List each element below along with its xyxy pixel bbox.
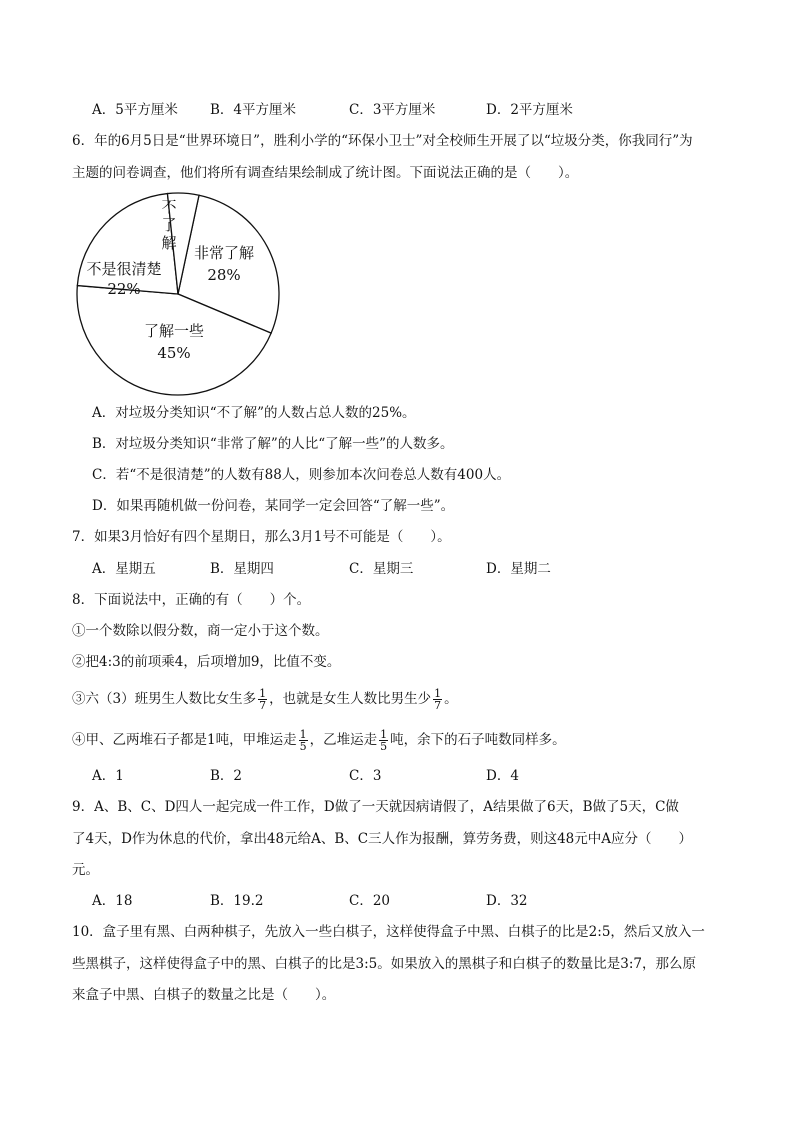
q6-option-a: A．对垃圾分类知识“不了解”的人数占总人数的25%。 bbox=[92, 405, 416, 421]
q6-stem-line2: 主题的问卷调查，他们将所有调查结果绘制成了统计图。下面说法正确的是（ ）。 bbox=[72, 165, 579, 181]
q7-stem: 7．如果3月恰好有四个星期日，那么3月1号不可能是（ ）。 bbox=[72, 529, 451, 545]
q5-option-a: A．5平方厘米 bbox=[92, 102, 178, 118]
q8-statement-1: ①一个数除以假分数，商一定小于这个数。 bbox=[72, 623, 329, 639]
q8-s3-part2: ，也就是女生人数比男生少 bbox=[269, 691, 432, 707]
q8-s4-part3: 吨，余下的石子吨数同样多。 bbox=[390, 732, 566, 748]
pie-label-know-some: 了解一些 bbox=[143, 322, 205, 340]
pie-value-know-some: 45% bbox=[157, 344, 191, 362]
q10-stem-line3: 来盒子中黑、白棋子的数量之比是（ ）。 bbox=[72, 987, 336, 1003]
q9-option-a: A．18 bbox=[92, 893, 133, 909]
q8-stem: 8．下面说法中，正确的有（ ）个。 bbox=[72, 592, 311, 608]
q10-stem-line1: 10．盒子里有黑、白两种棋子，先放入一些白棋子，这样使得盒子中黑、白棋子的比是2:5，然后又放入一 bbox=[72, 924, 705, 940]
q8-option-a: A．1 bbox=[92, 768, 124, 784]
q8-s4-part1: ④甲、乙两堆石子都是1吨，甲堆运走 bbox=[72, 732, 297, 748]
q9-stem-line2: 了4天，D作为休息的代价，拿出48元给A、B、C三人作为报酬，算劳务费，则这48元中A应分（ ） bbox=[72, 831, 693, 847]
q9-stem-line3: 元。 bbox=[72, 862, 99, 878]
q5-option-c: C．3平方厘米 bbox=[349, 102, 436, 118]
q8-option-c: C．3 bbox=[349, 768, 382, 784]
pie-chart bbox=[74, 190, 284, 400]
q7-option-c: C．星期三 bbox=[349, 561, 414, 577]
fraction-one-seventh: $\frac{1}{7}$ bbox=[434, 687, 442, 712]
fraction-one-seventh: $\frac{1}{7}$ bbox=[259, 687, 267, 712]
q8-statement-3 bbox=[72, 684, 458, 714]
pie-label-not-know-3: 解 bbox=[161, 234, 177, 252]
q9-option-b: B．19.2 bbox=[210, 893, 264, 909]
q8-option-d: D．4 bbox=[486, 768, 519, 784]
pie-label-not-clear: 不是很清楚 bbox=[86, 260, 162, 278]
q6-option-d: D．如果再随机做一份问卷，某同学一定会回答“了解一些”。 bbox=[92, 498, 455, 514]
fraction-one-fifth: $\frac{1}{5}$ bbox=[380, 728, 388, 753]
q6-option-c: C．若“不是很清楚”的人数有88人，则参加本次问卷总人数有400人。 bbox=[92, 467, 511, 483]
q8-statement-2: ②把4:3的前项乘4，后项增加9，比值不变。 bbox=[72, 654, 341, 670]
q8-statement-4 bbox=[72, 725, 566, 755]
pie-value-not-clear: 22% bbox=[107, 280, 141, 298]
fraction-one-fifth: $\frac{1}{5}$ bbox=[299, 728, 307, 753]
pie-label-not-know-2: 了 bbox=[161, 216, 177, 234]
q5-option-d: D．2平方厘米 bbox=[486, 102, 573, 118]
q6-option-b: B．对垃圾分类知识“非常了解”的人比“了解一些”的人数多。 bbox=[92, 436, 454, 452]
q7-option-b: B．星期四 bbox=[210, 561, 274, 577]
q8-s3-part3: 。 bbox=[444, 691, 458, 707]
q6-stem-line1: 6．年的6月5日是“世界环境日”，胜利小学的“环保小卫士”对全校师生开展了以“垃圾分类，你我同行”为 bbox=[72, 133, 693, 149]
pie-label-not-know-1: 不 bbox=[161, 198, 177, 216]
q8-s3-part1: ③六（3）班男生人数比女生多 bbox=[72, 691, 257, 707]
q7-option-d: D．星期二 bbox=[486, 561, 551, 577]
q10-stem-line2: 些黑棋子，这样使得盒子中的黑、白棋子的比是3:5。如果放入的黑棋子和白棋子的数量比是3:7，那么原 bbox=[72, 956, 696, 972]
q8-option-b: B．2 bbox=[210, 768, 243, 784]
q9-option-d: D．32 bbox=[486, 893, 528, 909]
q7-option-a: A．星期五 bbox=[92, 561, 156, 577]
q5-option-b: B．4平方厘米 bbox=[210, 102, 297, 118]
pie-value-very-know: 28% bbox=[207, 266, 241, 284]
q9-option-c: C．20 bbox=[349, 893, 391, 909]
pie-label-very-know: 非常了解 bbox=[193, 244, 255, 262]
q8-s4-part2: ，乙堆运走 bbox=[309, 732, 378, 748]
q9-stem-line1: 9．A、B、C、D四人一起完成一件工作，D做了一天就因病请假了，A结果做了6天，B做了5天，C做 bbox=[72, 799, 679, 815]
